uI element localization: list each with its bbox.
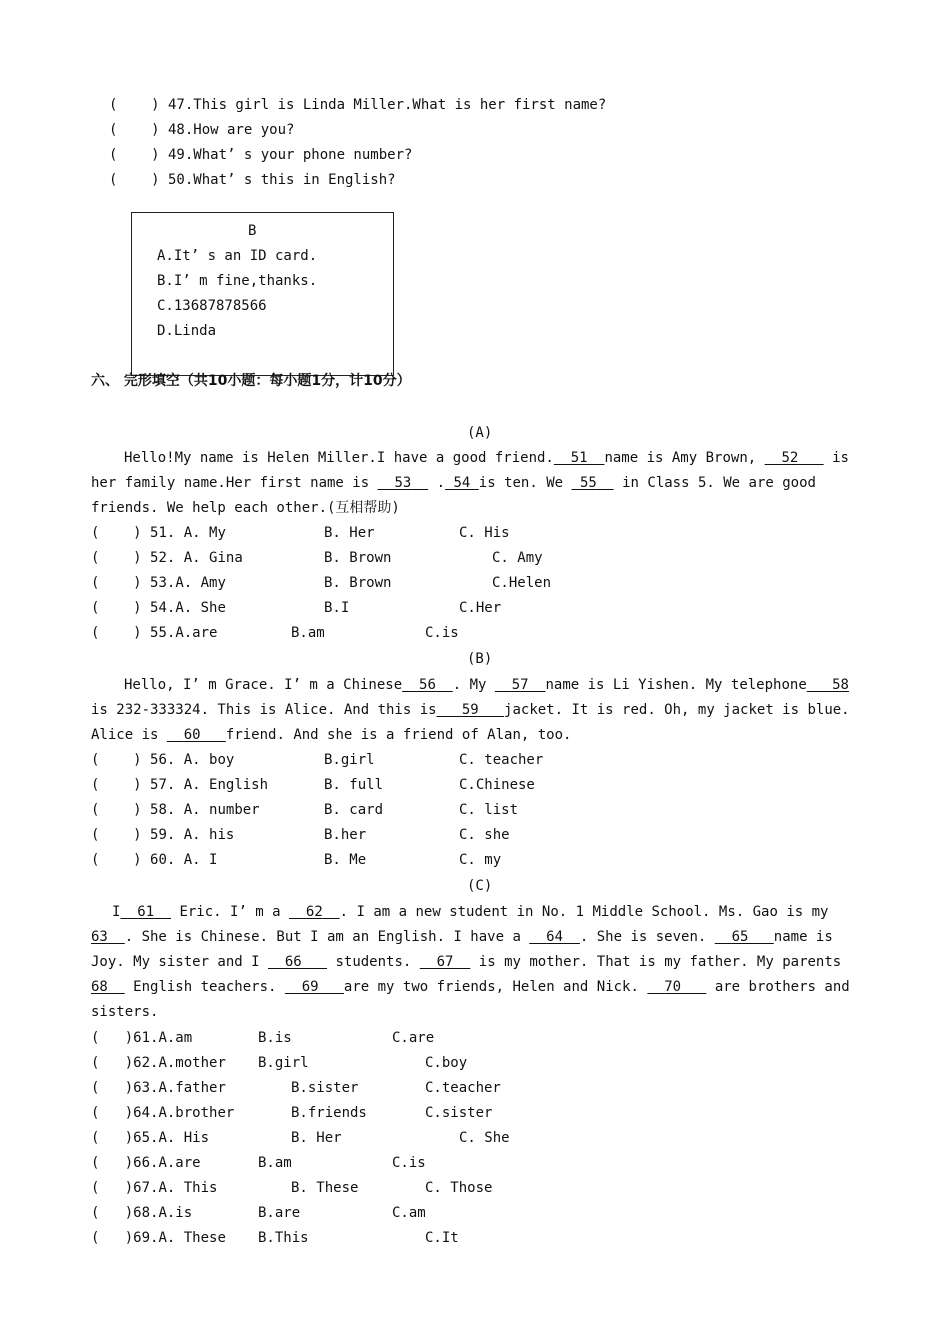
choice-row: ( )66.A.are B.am C.is <box>91 1155 426 1171</box>
box-b-option-a: A.It’ s an ID card. <box>157 248 318 264</box>
box-b-option-c: C.13687878566 <box>157 298 267 314</box>
choice-row: ( )69.A. These B.This C.It <box>91 1230 459 1246</box>
passage-a-line-2: her family name.Her first name is 53 . 54 is ten. We 55 in Class 5. We are good <box>91 475 816 491</box>
choice-row: ( ) 59. A. his B.her C. she <box>91 827 510 843</box>
choice-row: ( ) 54.A. She B.I C.Her <box>91 600 502 616</box>
passage-a-line-3: friends. We help each other.(互相帮助) <box>91 500 400 516</box>
choice-row: ( ) 56. A. boy B.girl C. teacher <box>91 752 544 768</box>
choice-row: ( )62.A.mother B.girl C.boy <box>91 1055 468 1071</box>
choice-row: ( )65.A. His B. Her C. She <box>91 1130 510 1146</box>
choice-row: ( ) 58. A. number B. card C. list <box>91 802 519 818</box>
answer-box-b <box>131 212 394 376</box>
passage-c-line-2: 63 . She is Chinese. But I am an English. I have a 64 . She is seven. 65 name is <box>91 929 833 945</box>
choice-row: ( )61.A.am B.is C.are <box>91 1030 435 1046</box>
choice-row: ( )68.A.is B.are C.am <box>91 1205 426 1221</box>
choice-row: ( ) 55.A.are B.am C.is <box>91 625 459 641</box>
passage-c-line-1: I 61 Eric. I’ m a 62 . I am a new student in No. 1 Middle School. Ms. Gao is my <box>112 904 829 920</box>
passage-c-line-5: sisters. <box>91 1004 159 1020</box>
passage-b-line-1: Hello, I’ m Grace. I’ m a Chinese 56 . My 57 name is Li Yishen. My telephone 58 <box>124 677 849 693</box>
passage-c-label: (C) <box>467 878 493 894</box>
section-6-heading: 六、 完形填空（共10小题：每小题1分，计10分） <box>91 373 411 389</box>
box-b-option-b: B.I’ m fine,thanks. <box>157 273 318 289</box>
choice-row: ( ) 57. A. English B. full C.Chinese <box>91 777 535 793</box>
choice-row: ( )67.A. This B. These C. Those <box>91 1180 493 1196</box>
passage-c-line-4: 68 English teachers. 69 are my two friends, Helen and Nick. 70 are brothers and <box>91 979 850 995</box>
choice-row: ( ) 52. A. Gina B. Brown C. Amy <box>91 550 543 566</box>
question-49: ( ) 49.What’ s your phone number? <box>109 147 413 163</box>
choice-row: ( )63.A.father B.sister C.teacher <box>91 1080 501 1096</box>
passage-a-line-1: Hello!My name is Helen Miller.I have a good friend. 51 name is Amy Brown, 52 is <box>124 450 849 466</box>
choice-row: ( )64.A.brother B.friends C.sister <box>91 1105 493 1121</box>
box-b-option-d: D.Linda <box>157 323 217 339</box>
passage-b-line-2: is 232-333324. This is Alice. And this is 59 jacket. It is red. Oh, my jacket is blue. <box>91 702 850 718</box>
choice-row: ( ) 51. A. My B. Her C. His <box>91 525 510 541</box>
question-47: ( ) 47.This girl is Linda Miller.What is her first name? <box>109 97 607 113</box>
choice-row: ( ) 53.A. Amy B. Brown C.Helen <box>91 575 552 591</box>
passage-b-line-3: Alice is 60 friend. And she is a friend of Alan, too. <box>91 727 572 743</box>
passage-b-label: (B) <box>467 651 493 667</box>
question-48: ( ) 48.How are you? <box>109 122 295 138</box>
question-50: ( ) 50.What’ s this in English? <box>109 172 396 188</box>
box-b-title: B <box>248 223 257 239</box>
choice-row: ( ) 60. A. I B. Me C. my <box>91 852 502 868</box>
passage-a-label: (A) <box>467 425 493 441</box>
passage-c-line-3: Joy. My sister and I 66 students. 67 is my mother. That is my father. My parents <box>91 954 842 970</box>
